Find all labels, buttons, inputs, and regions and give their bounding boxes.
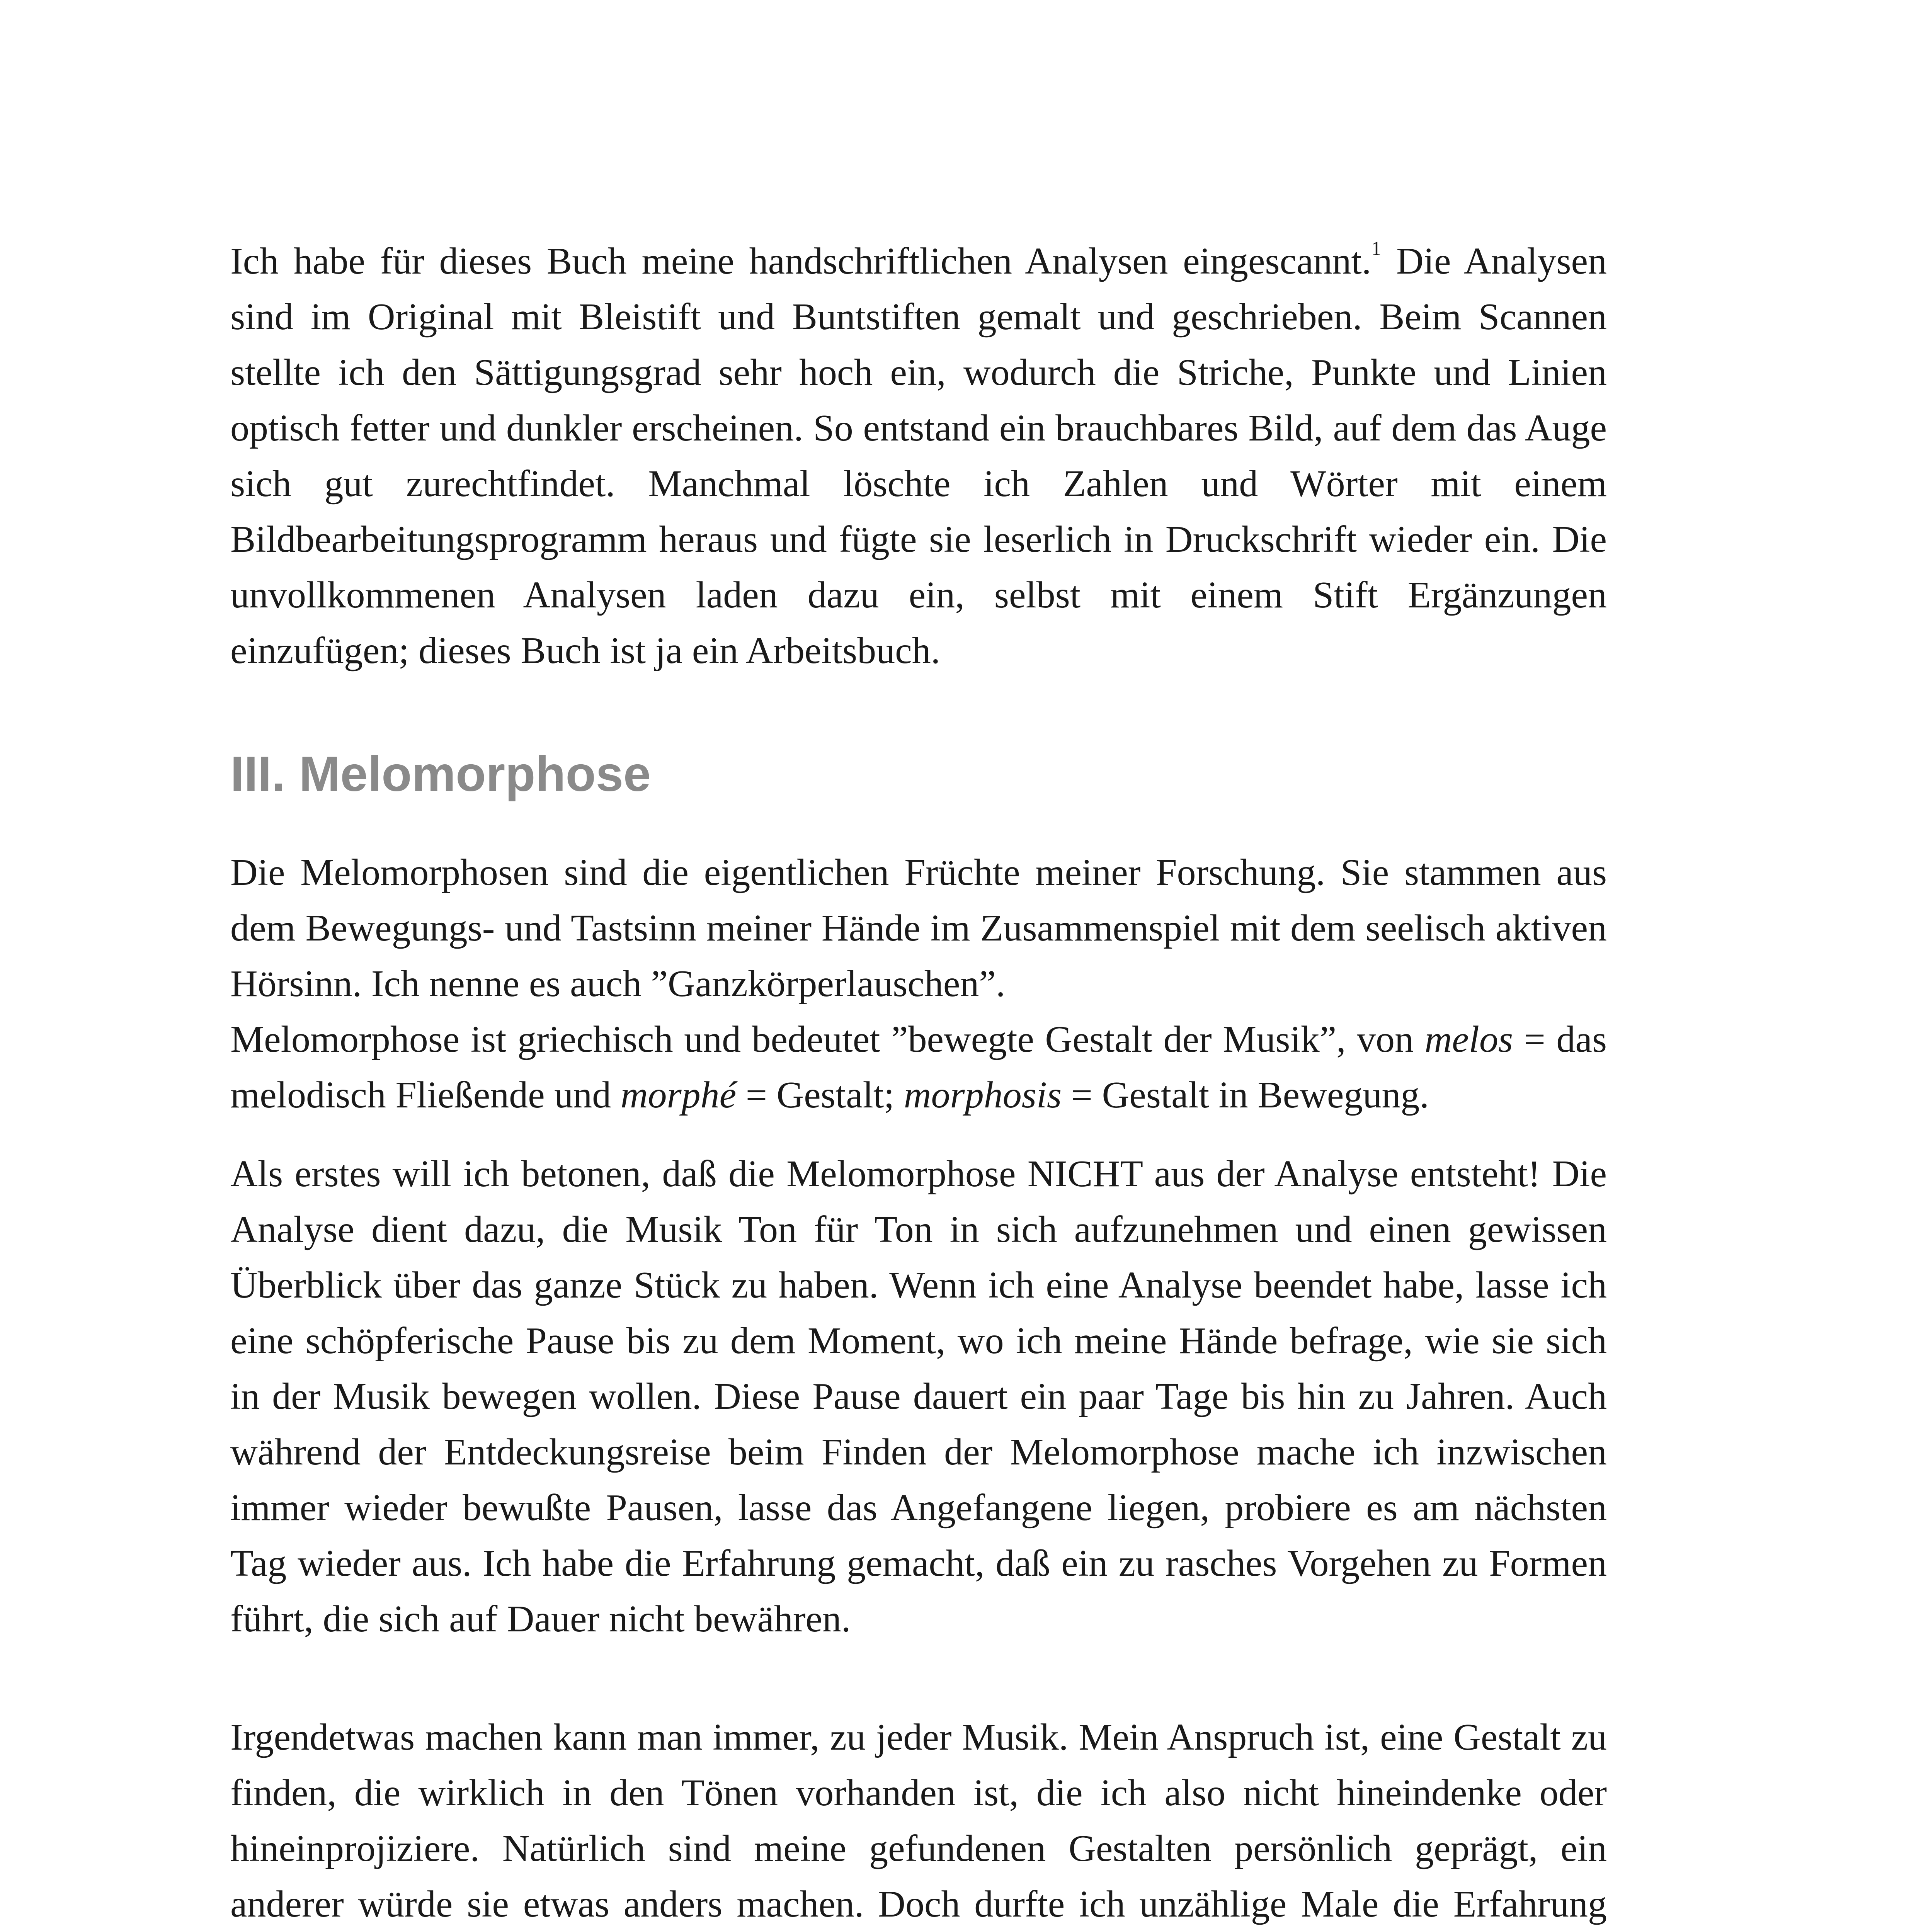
body-paragraph-2: [230, 845, 1607, 1123]
paragraph-1-text-start: Ich habe für dieses Buch meine handschriftlichen Analysen eingescannt.: [230, 240, 1371, 282]
term-melos: melos: [1424, 1019, 1513, 1060]
paragraph-2-part-2: [230, 1012, 1607, 1123]
paragraph-3-text: Als erstes will ich betonen, daß die Melomorphose NICHT aus der Analyse entsteht! Die Analyse dient dazu, die Musik Ton für Ton in sich aufzunehmen und einen gewissen Überblick über das ganze Stück zu haben. Wenn ich eine Analyse beendet habe, lasse ich eine schöpferische Pause bis zu dem Moment, wo ich meine Hände befrage, wie sie sich in der Musik bewegen wollen. Diese Pause dauert ein paar Tage bis hin zu Jahren. Auch während der Entdeckungsreise beim Finden der Melomorphose mache ich inzwischen immer wieder bewußte Pausen, lasse das Angefangene liegen, probiere es am nächsten Tag wieder aus. Ich habe die Erfahrung gemacht, daß ein zu rasches Vorgehen zu Formen führt, die sich auf Dauer nicht bewähren.: [230, 1153, 1607, 1640]
paragraph-2-text-a: Melomorphose ist griechisch und bedeutet ”bewegte Gestalt der Musik”, von: [230, 1019, 1425, 1060]
term-morphosis: morphosis: [904, 1074, 1062, 1116]
term-morphe: morphé: [620, 1074, 737, 1116]
body-paragraph-4: [230, 1709, 1607, 1932]
body-paragraph-1: [230, 233, 1607, 679]
paragraph-2-text-c: = Gestalt;: [736, 1074, 904, 1116]
paragraph-4-text: Irgendetwas machen kann man immer, zu jeder Musik. Mein Anspruch ist, eine Gestalt zu finden, die wirklich in den Tönen vorhanden ist, die ich also nicht hineindenke oder hineinprojiziere. Natürlich sind meine gefundenen Gestalten persönlich geprägt, ein anderer würde sie etwas anders machen. Doch durfte ich unzählige Male die Erfahrung: [230, 1716, 1607, 1925]
paragraph-2-text-b: = das melodisch Fließende und: [230, 1019, 1607, 1116]
section-heading: III. Melomorphose: [230, 747, 651, 802]
body-paragraph-3: [230, 1146, 1607, 1647]
paragraph-2-part-1: Die Melomorphosen sind die eigentlichen Früchte meiner Forschung. Sie stammen aus dem Bewegungs- und Tastsinn meiner Hände im Zusammenspiel mit dem seelisch aktiven Hörsinn. Ich nenne es auch ”Ganzkörperlauschen”.: [230, 852, 1607, 1005]
paragraph-1-text-end: Die Analysen sind im Original mit Bleistift und Buntstiften gemalt und geschrieben. Beim Scannen stellte ich den Sättigungsgrad sehr hoch ein, wodurch die Striche, Punkte und Linien optisch fetter und dunkler erscheinen. So entstand ein brauchbares Bild, auf dem das Auge sich gut zurechtfindet. Manchmal löschte ich Zahlen und Wörter mit einem Bildbearbeitungsprogramm heraus und fügte sie leserlich in Druckschrift wieder ein. Die unvollkommenen Analysen laden dazu ein, selbst mit einem Stift Ergänzungen einzufügen; dieses Buch ist ja ein Arbeitsbuch.: [230, 240, 1607, 672]
footnote-reference[interactable]: 1: [1371, 238, 1382, 260]
paragraph-2-text-d: = Gestalt in Bewegung.: [1062, 1074, 1429, 1116]
